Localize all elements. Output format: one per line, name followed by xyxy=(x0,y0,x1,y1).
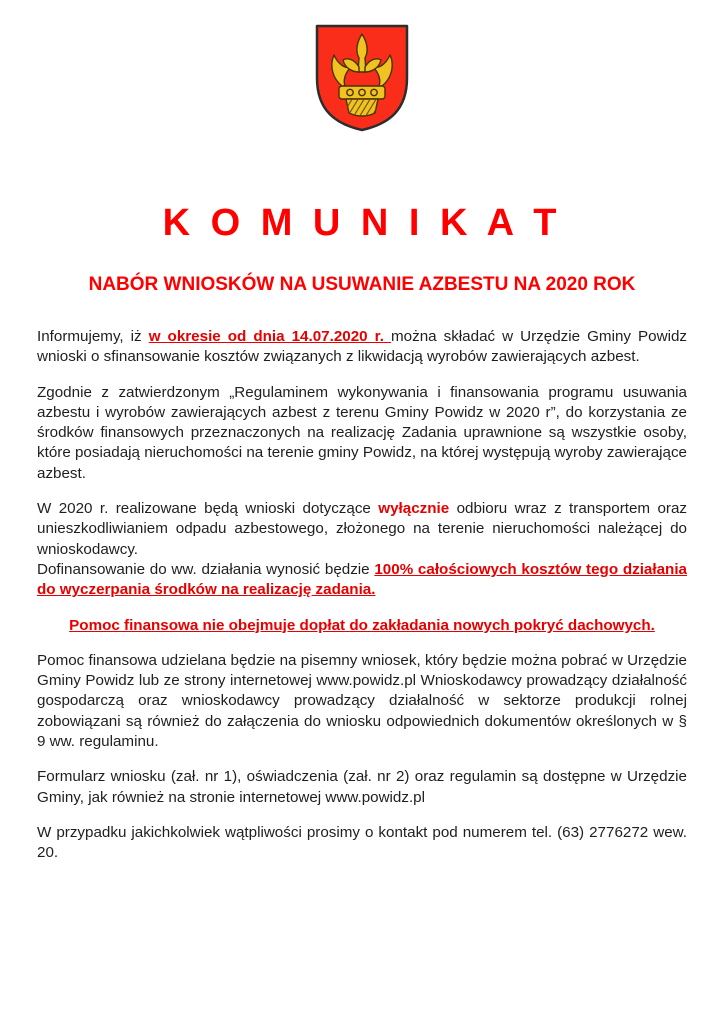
paragraph-contact xyxy=(37,823,687,864)
paragraph-exclusion-notice xyxy=(37,616,687,636)
paragraph-forms-availability xyxy=(37,767,687,808)
text-run: W przypadku jakichkolwiek wątpliwości prosimy o kontakt pod numerem tel. (63) 2776272 wew. 20. xyxy=(37,823,687,862)
highlight-funding-level: 100% całościowych kosztów tego działania do wyczerpania środków na realizację zadania. xyxy=(37,560,687,599)
highlight-exclusion: Pomoc finansowa nie obejmuje dopłat do zakładania nowych pokryć dachowych. xyxy=(69,616,655,634)
page-title: K O M U N I K A T xyxy=(162,202,562,244)
coat-of-arms xyxy=(312,22,412,134)
text-run: odbioru wraz z transportem oraz unieszkodliwianiem odpadu azbestowego, złożonego na terenie nieruchomości należącej do wnioskodawcy. xyxy=(37,500,688,558)
highlight-date-range: w okresie od dnia 14.07.2020 r. xyxy=(148,328,391,345)
paragraph-application-info xyxy=(37,651,687,752)
paragraph-scope-and-funding xyxy=(37,499,687,600)
text-run: Dofinansowanie do ww. działania wynosić będzie xyxy=(37,560,375,578)
document-body xyxy=(37,327,687,879)
text-run: można składać w Urzędzie Gminy Powidz wnioski o sfinansowanie kosztów związanych z likwidacją wyrobów zawierających azbest. xyxy=(37,328,687,366)
text-run: Zgodnie z zatwierdzonym „Regulaminem wykonywania i finansowania programu usuwania azbestu i wyrobów zawierających azbest z terenu Gminy Powidz w 2020 r”, do korzystania ze środków finansowych przeznaczonych na realizację Zadania uprawnione są wszystkie osoby, które posiadają nieruchomości na terenie gminy Powidz, na której występują wyroby zawierające azbest. xyxy=(37,383,688,482)
paragraph-scope xyxy=(37,499,687,560)
page-subtitle: NABÓR WNIOSKÓW NA USUWANIE AZBESTU NA 2020 ROK xyxy=(88,274,636,295)
paragraph-funding xyxy=(37,560,687,601)
paragraph-intro xyxy=(37,327,687,368)
highlight-exclusive: wyłącznie xyxy=(378,500,450,518)
paragraph-regulations xyxy=(37,383,687,484)
text-run: Informujemy, iż xyxy=(37,328,149,345)
text-run: Formularz wniosku (zał. nr 1), oświadczenia (zał. nr 2) oraz regulamin są dostępne w Urzędzie Gminy, jak również na stronie internetowej www.powidz.pl xyxy=(37,768,687,806)
text-run: Pomoc finansowa udzielana będzie na pisemny wniosek, który będzie można pobrać w Urzędzie Gminy Powidz lub ze strony internetowej www.powidz.pl Wnioskodawcy prowadzący działalność gospodarczą oraz wnioskodawcy prowadzący działalność w sektorze produkcji rolnej zobowiązani są również do załączenia do wniosku odpowiednich dokumentów określonych w § 9 ww. regulaminu. xyxy=(37,651,687,751)
text-run: W 2020 r. realizowane będą wnioski dotyczące xyxy=(37,500,379,518)
